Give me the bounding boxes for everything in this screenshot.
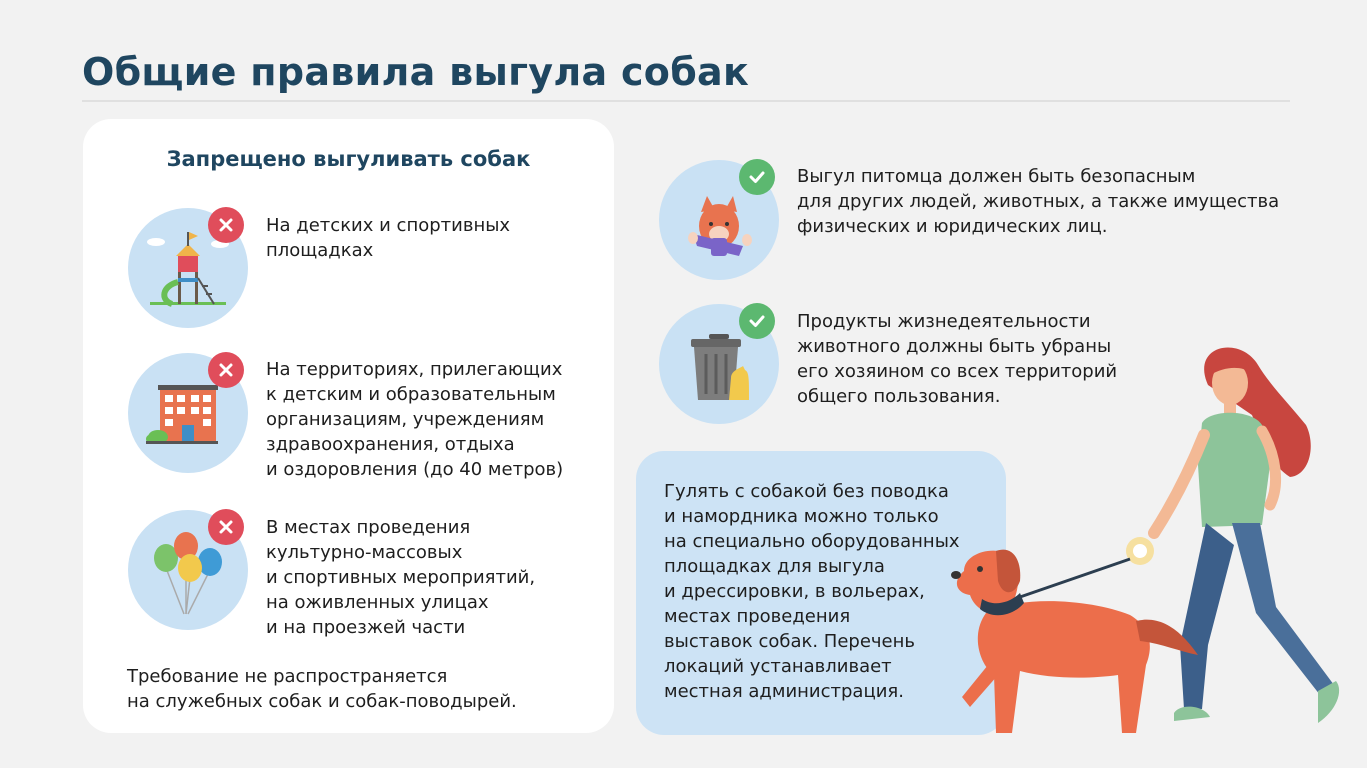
prohibited-item-institutions: На территориях, прилегающих к детским и образовательным организациям, учреждениям здравоохранения, отдыха и оздоровления (до 40 метров)	[266, 359, 564, 480]
woman-walking-dog-illustration	[940, 345, 1350, 740]
exception-note: Требование не распространяется на служебных собак и собак-поводырей.	[127, 666, 517, 712]
page-title: Общие правила выгула собак	[82, 50, 750, 94]
title-divider	[82, 100, 1290, 102]
off-leash-info-text: Гулять с собакой без поводка и намордника можно только на специально оборудованных площадках для выгула и дрессировки, в вольерах, местах проведения выставок собак. Перечень локаций устанавливает местная администрация.	[664, 481, 960, 702]
prohibited-heading: Запрещено выгуливать собак	[166, 147, 531, 171]
cross-icon	[208, 207, 244, 243]
cross-icon	[208, 509, 244, 545]
prohibited-item-events: В местах проведения культурно-массовых и спортивных мероприятий, на оживленных улицах и на проезжей части	[266, 517, 536, 638]
check-icon	[739, 303, 775, 339]
allowed-item-safety: Выгул питомца должен быть безопасным для других людей, животных, а также имущества физических и юридических лиц.	[797, 166, 1280, 237]
allowed-item-cleanup: Продукты жизнедеятельности животного должны быть убраны его хозяином со всех территорий общего пользования.	[797, 311, 1118, 407]
prohibited-item-playgrounds: На детских и спортивных площадках	[266, 215, 511, 261]
cross-icon	[208, 352, 244, 388]
check-icon	[739, 159, 775, 195]
